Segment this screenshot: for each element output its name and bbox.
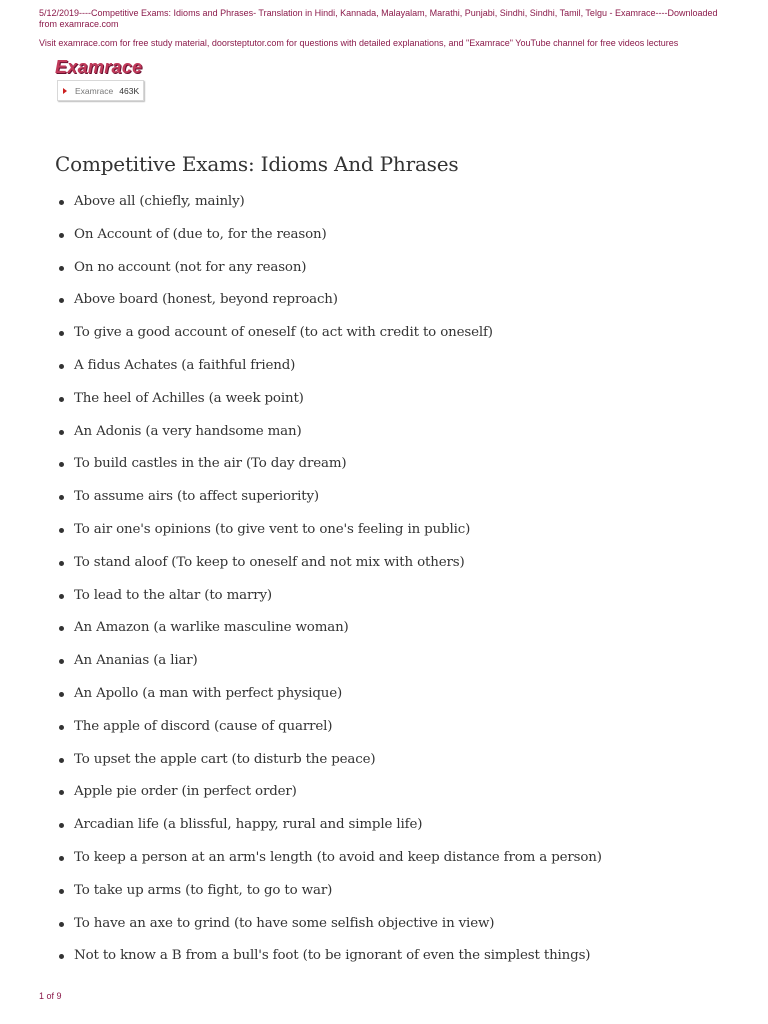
source-notice: Visit examrace.com for free study material, doorsteptutor.com for questions with detailed explanations, and "Examrace" YouTube channel for free videos lectures (39, 38, 679, 48)
page-title: Competitive Exams: Idioms And Phrases (55, 152, 459, 176)
idiom-item: An Adonis (a very handsome man) (55, 416, 602, 449)
idiom-item: Apple pie order (in perfect order) (55, 776, 602, 809)
idiom-item: The apple of discord (cause of quarrel) (55, 711, 602, 744)
idiom-item: Above all (chiefly, mainly) (55, 186, 602, 219)
idiom-item: To assume airs (to affect superiority) (55, 481, 602, 514)
idiom-item: To give a good account of oneself (to act with credit to oneself) (55, 317, 602, 350)
youtube-play-icon (63, 88, 67, 94)
idiom-item: On no account (not for any reason) (55, 252, 602, 285)
idiom-item: Arcadian life (a blissful, happy, rural and simple life) (55, 809, 602, 842)
idiom-item: To build castles in the air (To day dream) (55, 448, 602, 481)
idiom-item: The heel of Achilles (a week point) (55, 383, 602, 416)
idiom-item: An Ananias (a liar) (55, 645, 602, 678)
examrace-logo[interactable]: Examrace (55, 57, 143, 77)
idiom-item: To take up arms (to fight, to go to war) (55, 875, 602, 908)
idiom-item: To air one's opinions (to give vent to one's feeling in public) (55, 514, 602, 547)
idiom-item: A fidus Achates (a faithful friend) (55, 350, 602, 383)
idiom-item: Not to know a B from a bull's foot (to be ignorant of even the simplest things) (55, 940, 602, 973)
idiom-item: On Account of (due to, for the reason) (55, 219, 602, 252)
idiom-item: To have an axe to grind (to have some selfish objective in view) (55, 908, 602, 941)
idiom-item: To stand aloof (To keep to oneself and not mix with others) (55, 547, 602, 580)
youtube-channel-name: Examrace (75, 85, 114, 96)
idiom-item: An Amazon (a warlike masculine woman) (55, 612, 602, 645)
idiom-item: To keep a person at an arm's length (to avoid and keep distance from a person) (55, 842, 602, 875)
idiom-list (55, 186, 602, 973)
youtube-subscribe-widget[interactable] (57, 80, 144, 101)
idiom-item: To upset the apple cart (to disturb the peace) (55, 744, 602, 777)
idiom-item: To lead to the altar (to marry) (55, 580, 602, 613)
page-number: 1 of 9 (39, 991, 62, 1001)
subscriber-count: 463K (119, 85, 140, 96)
idiom-item: Above board (honest, beyond reproach) (55, 284, 602, 317)
print-header: 5/12/2019----Competitive Exams: Idioms and Phrases- Translation in Hindi, Kannada, Malayalam, Marathi, Punjabi, Sindhi, Sindhi, Tamil, Telgu - Examrace----Downloaded from examrace.com (39, 8, 718, 29)
idiom-item: An Apollo (a man with perfect physique) (55, 678, 602, 711)
